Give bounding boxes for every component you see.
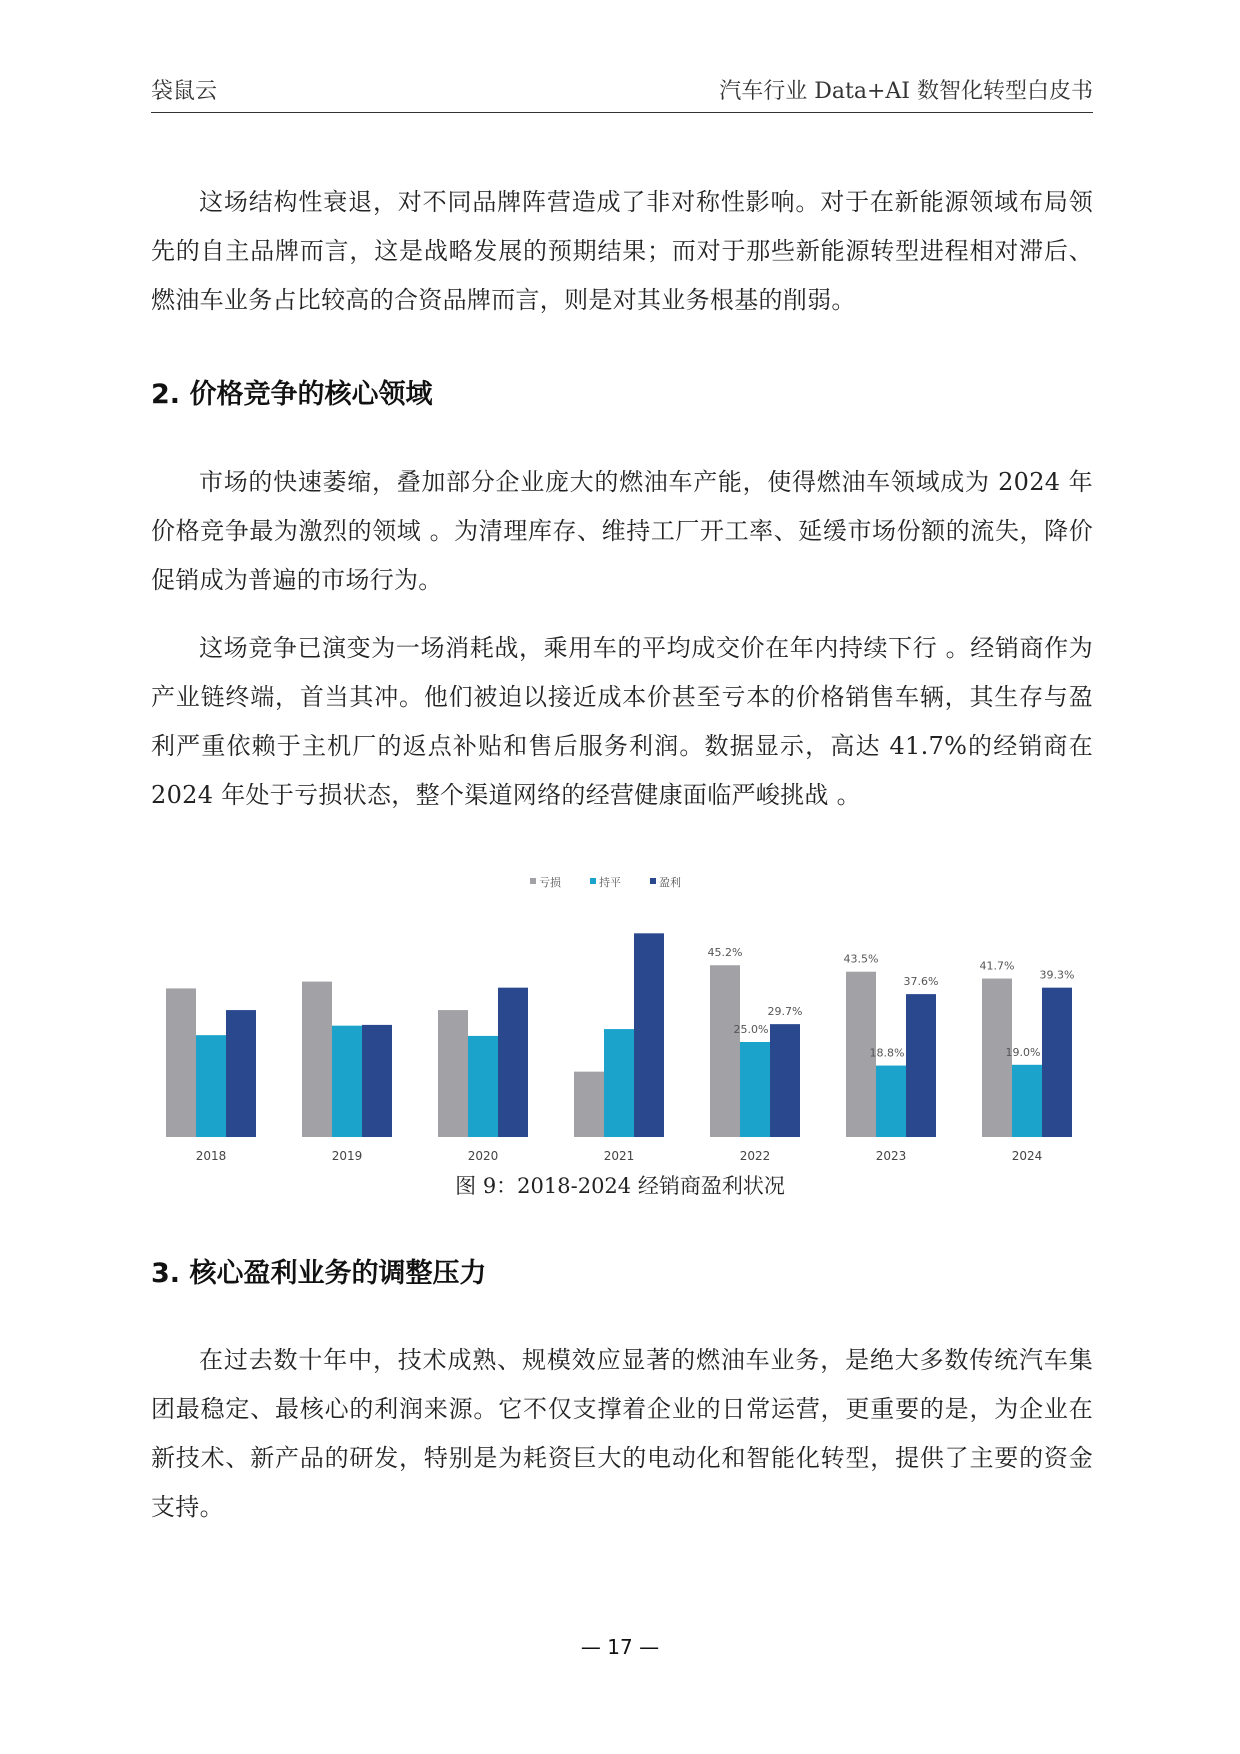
bar-2020-2 bbox=[498, 988, 528, 1137]
legend-swatch-0 bbox=[530, 878, 536, 884]
dealer-profit-chart bbox=[140, 862, 1100, 1172]
section-heading-3: 3. 核心盈利业务的调整压力 bbox=[151, 1258, 487, 1289]
data-label-2022-0: 45.2% bbox=[707, 946, 743, 960]
legend-label-1: 持平 bbox=[599, 876, 621, 889]
bar-2018-1 bbox=[196, 1035, 226, 1137]
bar-2018-0 bbox=[166, 988, 196, 1137]
x-tick-2018: 2018 bbox=[195, 1149, 227, 1163]
data-label-2024-0: 41.7% bbox=[979, 959, 1015, 973]
legend-label-2: 盈利 bbox=[659, 876, 681, 889]
bar-2021-2 bbox=[634, 933, 664, 1137]
paragraph-1: 这场结构性衰退，对不同品牌阵营造成了非对称性影响。对于在新能源领域布局领先的自主品牌而言，这是战略发展的预期结果；而对于那些新能源转型进程相对滞后、燃油车业务占比较高的合资品牌而言，则是对其业务根基的削弱。 bbox=[151, 188, 1093, 314]
legend-label-0: 亏损 bbox=[539, 876, 561, 889]
bar-2019-1 bbox=[332, 1026, 362, 1137]
data-label-2022-2: 29.7% bbox=[767, 1005, 803, 1019]
x-tick-2023: 2023 bbox=[875, 1149, 907, 1163]
bar-2023-1 bbox=[876, 1066, 906, 1137]
bar-2020-1 bbox=[468, 1036, 498, 1137]
paragraph-3: 这场竞争已演变为一场消耗战，乘用车的平均成交价在年内持续下行 。经销商作为产业链终端，首当其冲。他们被迫以接近成本价甚至亏本的价格销售车辆，其生存与盈利严重依赖于主机厂的返点补贴和售后服务利润。数据显示，高达 41.7%的经销商在 2024 年处于亏损状态，整个渠道网络的经营健康面临严峻挑战 。 bbox=[151, 634, 1093, 809]
data-label-2023-1: 18.8% bbox=[869, 1046, 905, 1060]
bar-2021-1 bbox=[604, 1029, 634, 1137]
bar-2020-0 bbox=[438, 1010, 468, 1137]
figure-caption: 图 9：2018-2024 经销商盈利状况 bbox=[455, 1174, 785, 1198]
header-divider bbox=[151, 112, 1093, 113]
x-tick-2019: 2019 bbox=[331, 1149, 363, 1163]
x-tick-2024: 2024 bbox=[1011, 1149, 1043, 1163]
data-label-2024-2: 39.3% bbox=[1039, 968, 1075, 982]
section-heading-2: 2. 价格竞争的核心领域 bbox=[151, 379, 433, 410]
bar-2023-2 bbox=[906, 994, 936, 1137]
data-label-2023-0: 43.5% bbox=[843, 952, 879, 966]
x-tick-2020: 2020 bbox=[467, 1149, 499, 1163]
header-doc-title: 汽车行业 Data+AI 数智化转型白皮书 bbox=[719, 79, 1093, 104]
legend-swatch-2 bbox=[650, 878, 656, 884]
page-number: — 17 — bbox=[580, 1635, 660, 1659]
bar-2019-0 bbox=[302, 982, 332, 1137]
bar-2024-1 bbox=[1012, 1065, 1042, 1137]
data-label-2022-1: 25.0% bbox=[733, 1023, 769, 1036]
header-brand: 袋鼠云 bbox=[151, 79, 218, 104]
data-label-2023-2: 37.6% bbox=[903, 975, 939, 989]
bar-2022-0 bbox=[710, 965, 740, 1137]
bar-2024-2 bbox=[1042, 988, 1072, 1137]
bar-2018-2 bbox=[226, 1010, 256, 1137]
data-label-2024-1: 19.0% bbox=[1005, 1045, 1041, 1059]
paragraph-2: 市场的快速萎缩，叠加部分企业庞大的燃油车产能，使得燃油车领域成为 2024 年价格竞争最为激烈的领域 。为清理库存、维持工厂开工率、延缓市场份额的流失，降价促销成为普遍的市场行为。 bbox=[151, 468, 1093, 594]
bar-2021-0 bbox=[574, 1072, 604, 1137]
x-tick-2021: 2021 bbox=[603, 1149, 635, 1163]
bar-2019-2 bbox=[362, 1025, 392, 1137]
x-tick-2022: 2022 bbox=[739, 1149, 771, 1163]
paragraph-4: 在过去数十年中，技术成熟、规模效应显著的燃油车业务，是绝大多数传统汽车集团最稳定、最核心的利润来源。它不仅支撑着企业的日常运营，更重要的是，为企业在新技术、新产品的研发，特别是为耗资巨大的电动化和智能化转型，提供了主要的资金支持。 bbox=[151, 1346, 1093, 1521]
bar-2022-2 bbox=[770, 1024, 800, 1137]
legend-swatch-1 bbox=[590, 878, 596, 884]
bar-2022-1 bbox=[740, 1042, 770, 1137]
